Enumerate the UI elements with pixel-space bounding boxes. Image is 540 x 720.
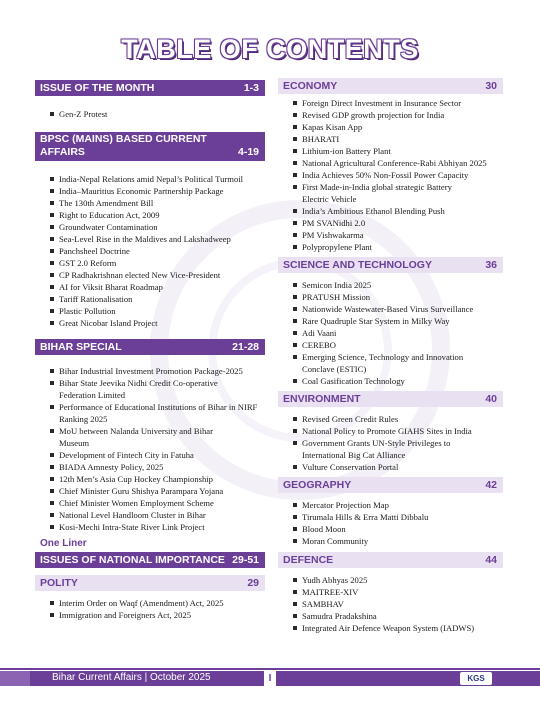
section-pages: 40 xyxy=(485,393,497,405)
section-title: ENVIRONMENT xyxy=(283,393,361,405)
section-pages: 4-19 xyxy=(237,146,259,158)
list-item[interactable]: National Level Handloom Cluster in Bihar xyxy=(50,509,265,521)
section-title: GEOGRAPHY xyxy=(283,479,352,491)
list-item[interactable]: Revised GDP growth projection for India xyxy=(293,109,503,121)
section-header-national-importance[interactable] xyxy=(35,552,265,568)
list-item[interactable]: GST 2.0 Reform xyxy=(50,257,265,269)
list-item[interactable]: Revised Green Credit Rules xyxy=(293,413,503,425)
list-item[interactable]: Lithium-ion Battery Plant xyxy=(293,145,503,157)
section-title: BIHAR SPECIAL xyxy=(40,341,122,353)
list-item[interactable]: CP Radhakrishnan elected New Vice-President xyxy=(50,269,265,281)
section-header-bihar-special[interactable] xyxy=(35,339,265,355)
list-item[interactable]: Chief Minister Guru Shishya Parampara Yojana xyxy=(50,485,265,497)
list-item[interactable]: Groundwater Contamination xyxy=(50,221,265,233)
right-column xyxy=(278,78,503,634)
section-pages: 21-28 xyxy=(232,341,259,353)
list-item[interactable]: PM Vishwakarma xyxy=(293,229,503,241)
list-item[interactable]: Polypropylene Plant xyxy=(293,241,503,253)
list-item[interactable]: Coal Gasification Technology xyxy=(293,375,503,387)
section-pages: 29-51 xyxy=(232,554,259,566)
list-item[interactable]: India–Mauritius Economic Partnership Package xyxy=(50,185,265,197)
list-item[interactable]: Semicon India 2025 xyxy=(293,279,503,291)
list-item[interactable]: Gen-Z Protest xyxy=(50,108,265,120)
section-pages: 30 xyxy=(485,80,497,92)
footer-accent-stripe xyxy=(0,671,30,686)
list-item[interactable]: Development of Fintech City in Fatuha xyxy=(50,449,265,461)
list-item[interactable]: PRATUSH Mission xyxy=(293,291,503,303)
list-item[interactable]: MAITREE-XIV xyxy=(293,586,503,598)
list-item[interactable]: BHARATI xyxy=(293,133,503,145)
list-item[interactable]: Adi Vaani xyxy=(293,327,503,339)
section-header-issue-of-month[interactable] xyxy=(35,80,265,96)
list-item[interactable]: Plastic Pollution xyxy=(50,305,265,317)
list-item[interactable]: Emerging Science, Technology and Innovation Conclave (ESTIC) xyxy=(293,351,503,375)
list-item[interactable]: Moran Community xyxy=(293,535,503,547)
section-title: SCIENCE AND TECHNOLOGY xyxy=(283,259,432,271)
geography-list xyxy=(278,499,503,547)
footer-divider xyxy=(0,668,540,670)
list-item[interactable]: India-Nepal Relations amid Nepal’s Political Turmoil xyxy=(50,173,265,185)
polity-list xyxy=(35,597,265,621)
list-item[interactable]: CEREBO xyxy=(293,339,503,351)
science-list xyxy=(278,279,503,387)
list-item[interactable]: Great Nicobar Island Project xyxy=(50,317,265,329)
section-title: POLITY xyxy=(40,577,78,589)
bpsc-list xyxy=(35,173,265,329)
issue-of-month-list xyxy=(35,108,265,120)
footer-page-number: I xyxy=(264,671,276,686)
list-item[interactable]: Rare Quadruple Star System in Milky Way xyxy=(293,315,503,327)
list-item[interactable]: 12th Men’s Asia Cup Hockey Championship xyxy=(50,473,265,485)
section-pages: 42 xyxy=(485,479,497,491)
list-item[interactable]: Right to Education Act, 2009 xyxy=(50,209,265,221)
section-title: BPSC (MAINS) BASED CURRENT AFFAIRS xyxy=(40,133,207,158)
list-item[interactable]: Blood Moon xyxy=(293,523,503,535)
section-pages: 1-3 xyxy=(243,82,259,94)
section-title: ISSUE OF THE MONTH xyxy=(40,82,155,94)
list-item[interactable]: India’s Ambitious Ethanol Blending Push xyxy=(293,205,503,217)
section-header-environment[interactable] xyxy=(278,391,503,407)
list-item[interactable]: Kapas Kisan App xyxy=(293,121,503,133)
list-item[interactable]: Chief Minister Women Employment Scheme xyxy=(50,497,265,509)
list-item[interactable]: India Achieves 50% Non-Fossil Power Capacity xyxy=(293,169,515,181)
list-item[interactable]: First Made-in-India global strategic Battery Electric Vehicle xyxy=(293,181,503,205)
list-item[interactable]: Vulture Conservation Portal xyxy=(293,461,503,473)
section-header-bpsc[interactable] xyxy=(35,132,265,161)
list-item[interactable]: Performance of Educational Institutions of Bihar in NIRF Ranking 2025 xyxy=(50,401,265,425)
list-item[interactable]: Bihar State Jeevika Nidhi Credit Co-operative Federation Limited xyxy=(50,377,265,401)
list-item[interactable]: National Policy to Promote GIAHS Sites in India xyxy=(293,425,503,437)
list-item[interactable]: Yudh Abhyas 2025 xyxy=(293,574,503,586)
list-item[interactable]: SAMBHAV xyxy=(293,598,503,610)
list-item[interactable]: Samudra Pradakshina xyxy=(293,610,503,622)
footer-publication: Bihar Current Affairs | October 2025 xyxy=(52,672,211,683)
list-item[interactable]: Tirumala Hills & Erra Matti Dibbalu xyxy=(293,511,503,523)
list-item[interactable]: Immigration and Foreigners Act, 2025 xyxy=(50,609,265,621)
list-item[interactable]: Interim Order on Waqf (Amendment) Act, 2025 xyxy=(50,597,265,609)
section-pages: 29 xyxy=(247,577,259,589)
section-pages: 44 xyxy=(485,554,497,566)
defence-list xyxy=(278,574,503,634)
list-item[interactable]: Sea-Level Rise in the Maldives and Lakshadweep xyxy=(50,233,265,245)
list-item[interactable]: Bihar Industrial Investment Promotion Package-2025 xyxy=(50,365,265,377)
section-header-polity[interactable] xyxy=(35,575,265,591)
page-title: TABLE OF CONTENTS xyxy=(121,34,419,64)
list-item[interactable]: Mercator Projection Map xyxy=(293,499,503,511)
section-pages: 36 xyxy=(485,259,497,271)
section-header-science[interactable] xyxy=(278,257,503,273)
section-title: ISSUES OF NATIONAL IMPORTANCE xyxy=(40,554,225,566)
section-title: ECONOMY xyxy=(283,80,338,92)
list-item[interactable]: BIADA Amnesty Policy, 2025 xyxy=(50,461,265,473)
list-item[interactable]: Kosi-Mechi Intra-State River Link Project xyxy=(50,521,265,533)
bihar-special-list xyxy=(35,365,265,533)
list-item[interactable]: Government Grants UN-Style Privileges to International Big Cat Alliance xyxy=(293,437,503,461)
list-item[interactable]: Nationwide Wastewater-Based Virus Surveillance xyxy=(293,303,503,315)
section-title: DEFENCE xyxy=(283,554,334,566)
list-item[interactable]: Foreign Direct Investment in Insurance Sector xyxy=(293,97,503,109)
list-item[interactable]: National Agricultural Conference-Rabi Abhiyan 2025 xyxy=(293,157,515,169)
kgs-logo: KGS xyxy=(460,672,492,685)
list-item[interactable]: AI for Viksit Bharat Roadmap xyxy=(50,281,265,293)
list-item[interactable]: The 130th Amendment Bill xyxy=(50,197,265,209)
one-liner-link[interactable]: One Liner xyxy=(40,538,87,549)
section-header-geography[interactable] xyxy=(278,477,503,493)
list-item[interactable]: Panchsheel Doctrine xyxy=(50,245,265,257)
economy-list xyxy=(278,97,503,253)
section-header-defence[interactable] xyxy=(278,552,503,568)
list-item[interactable]: MoU between Nalanda University and Bihar Museum xyxy=(50,425,265,449)
list-item[interactable]: Integrated Air Defence Weapon System (IADWS) xyxy=(293,622,503,634)
section-header-economy[interactable] xyxy=(278,78,503,94)
list-item[interactable]: PM SVANidhi 2.0 xyxy=(293,217,503,229)
list-item[interactable]: Tariff Rationalisation xyxy=(50,293,265,305)
environment-list xyxy=(278,413,503,473)
left-column xyxy=(35,78,265,621)
